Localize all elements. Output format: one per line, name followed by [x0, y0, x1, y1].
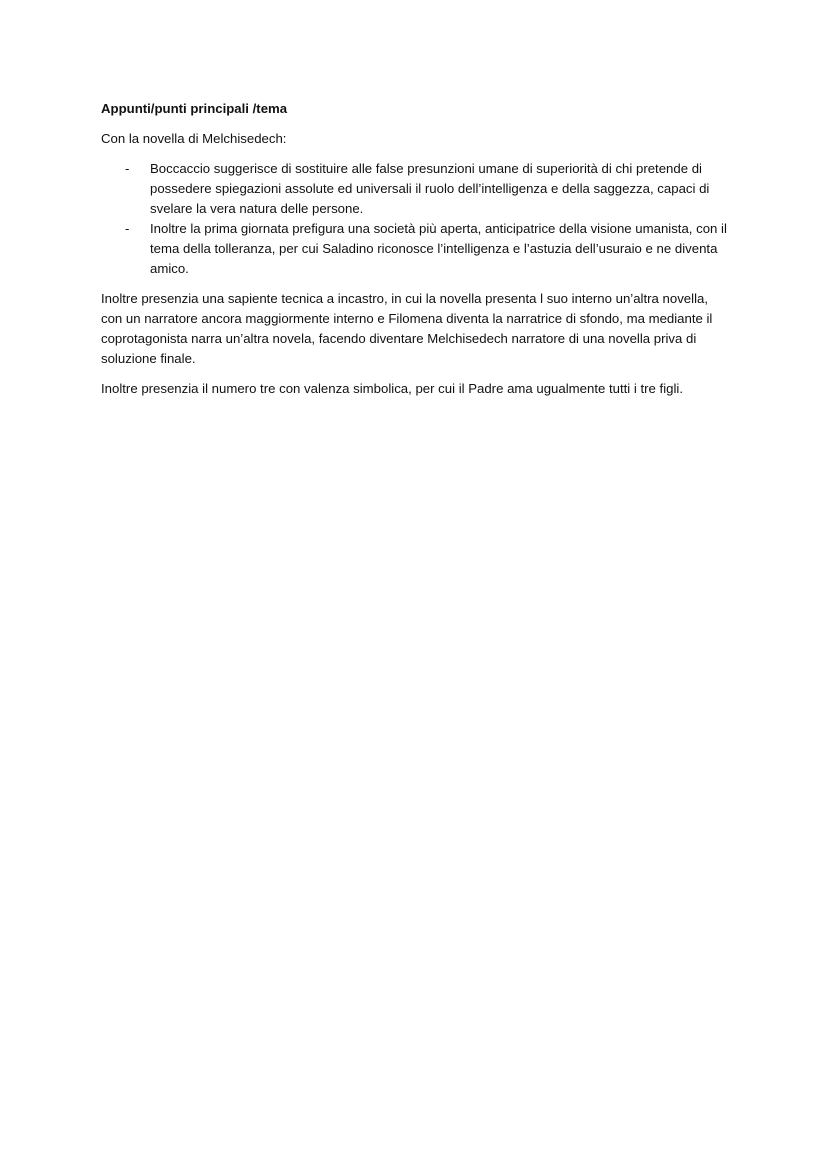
bullet-item	[101, 159, 731, 219]
section-heading: Appunti/punti principali /tema	[101, 101, 288, 116]
intro-line: Con la novella di Melchisedech:	[101, 131, 287, 146]
bullet-marker: -	[125, 161, 130, 176]
bullet-text: Inoltre la prima giornata prefigura una società più aperta, anticipatrice della visione umanista, con il tema della tolleranza, per cui Saladino riconosce l’intelligenza e l’astuzia dell’usuraio e ne diventa amico.	[150, 221, 727, 276]
paragraph: Inoltre presenzia una sapiente tecnica a incastro, in cui la novella presenta l suo interno un’altra novella, con un narratore ancora maggiormente interno e Filomena diventa la narratrice di sfondo, ma mediante il coprotagonista narra un’altra novela, facendo diventare Melchisedech narratore di una novella priva di soluzione finale.	[101, 291, 713, 366]
bullet-marker: -	[125, 221, 130, 236]
bullet-list	[101, 159, 731, 279]
bullet-item	[101, 219, 731, 279]
document-body	[101, 99, 731, 409]
paragraph: Inoltre presenzia il numero tre con valenza simbolica, per cui il Padre ama ugualmente tutti i tre figli.	[101, 381, 683, 396]
bullet-text: Boccaccio suggerisce di sostituire alle false presunzioni umane di superiorità di chi pretende di possedere spiegazioni assolute ed universali il ruolo dell’intelligenza e della saggezza, capaci di svelare la vera natura delle persone.	[150, 161, 710, 216]
